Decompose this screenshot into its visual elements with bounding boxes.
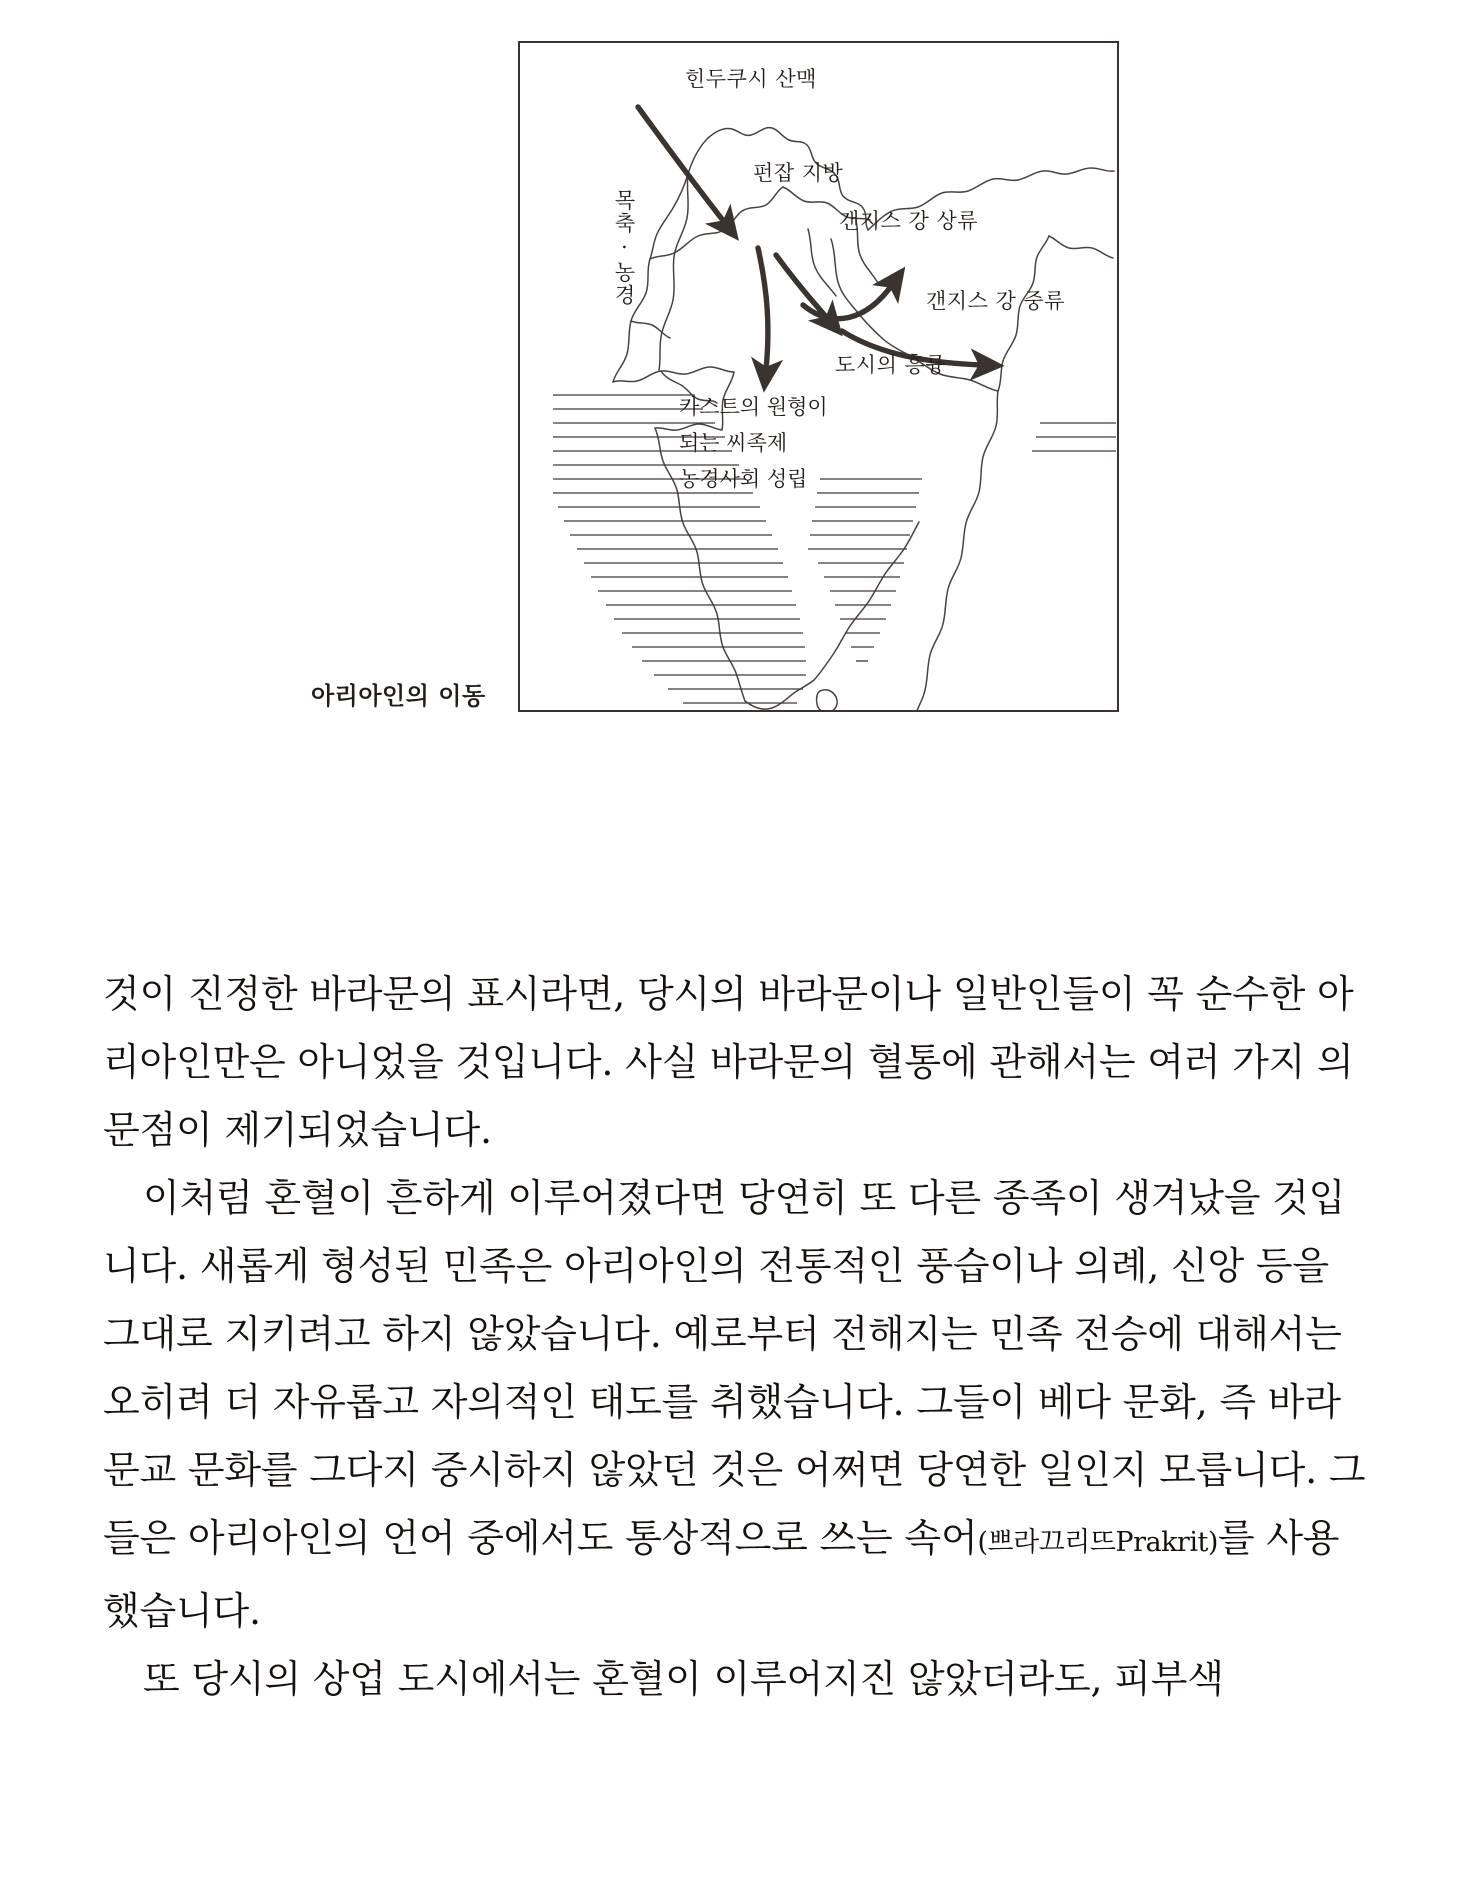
paragraph-text: 또 당시의 상업 도시에서는 혼혈이 이루어지진 않았더라도, 피부색 [143, 1657, 1224, 1701]
map-figure-frame [518, 41, 1119, 712]
map-label-city-rise: 도시의 흥륭 [835, 353, 947, 377]
caste-block-line-3: 농경사회 성립 [679, 467, 808, 492]
map-label-ganges-middle: 갠지스 강 중류 [926, 289, 1066, 313]
map-label-caste-block [679, 389, 828, 497]
map-label-hindu-kush: 힌두쿠시 산맥 [685, 67, 817, 91]
figure-block [0, 0, 1471, 900]
paragraph-text: 것이 진정한 바라문의 표시라면, 당시의 바라문이나 일반인들이 꼭 순수한 아리아인만은 아니었을 것입니다. 사실 바라문의 혈통에 관해서는 여러 가지 의문점이 제기되었습니다. [103, 972, 1354, 1152]
paragraph-text: 이처럼 혼혈이 흔하게 이루어졌다면 당연히 또 다른 종족이 생겨났을 것입니다. 새롭게 형성된 민족은 아리아인의 전통적인 풍습이나 의례, 신앙 등을 그대로 지키려고 하지 않았습니다. 예로부터 전해지는 민족 전승에 대해서는 오히려 더 자유롭고 자의적인 태도를 취했습니다. 그들이 베다 문화, 즉 바라문교 문화를 그다지 중시하지 않았던 것은 어쩌면 당연한 일인지 모릅니다. 그들은 아리아인의 언어 중에서도 통상적으로 쓰는 속어 [103, 1176, 1366, 1560]
body-text [103, 960, 1373, 1713]
figure-caption: 아리아인의 이동 [311, 682, 486, 710]
caste-block-line-2: 되는 씨족제 [679, 431, 788, 456]
map-label-punjab: 펀잡 지방 [753, 161, 844, 185]
map-label-pastoral-farming: 목축 · 농경 [612, 189, 636, 308]
india-map-drawing [520, 43, 1119, 712]
paragraph-text: 를 사용했습니다. [103, 1516, 1340, 1633]
map-label-ganges-upper: 갠지스 강 상류 [839, 209, 979, 233]
body-paragraph [103, 960, 1373, 1164]
body-paragraph [103, 1164, 1373, 1645]
body-paragraph [103, 1645, 1373, 1713]
inline-annotation: (쁘라끄리뜨Prakrit) [977, 1527, 1218, 1558]
caste-block-line-1: 카스트의 원형이 [679, 395, 828, 419]
